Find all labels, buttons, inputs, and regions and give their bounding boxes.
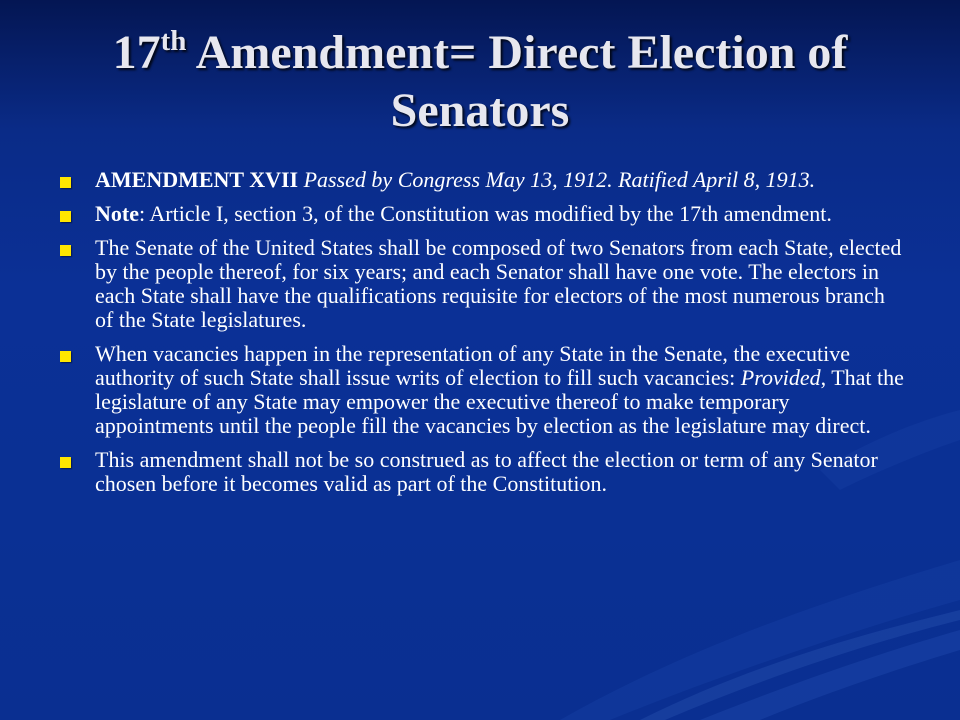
provided-italic: Provided — [740, 365, 821, 390]
square-bullet-icon — [60, 245, 71, 256]
title-text: Amendment= Direct Election of Senators — [186, 26, 848, 137]
list-item — [60, 168, 908, 192]
title-superscript: th — [160, 25, 187, 57]
list-item — [60, 236, 908, 332]
slide-title — [40, 24, 920, 140]
note-text: : Article I, section 3, of the Constitution was modified by the 17th amendment. — [138, 201, 832, 226]
title-number: 17 — [112, 26, 161, 79]
square-bullet-icon — [60, 351, 71, 362]
list-item — [60, 448, 908, 496]
list-item — [60, 202, 908, 226]
clause-two-text-before: When vacancies happen in the representation of any State in the Senate, the executive authority of such State shall issue writs of election to fill such vacancies: — [95, 341, 851, 390]
list-item — [60, 342, 908, 438]
square-bullet-icon — [60, 177, 71, 188]
clause-one-text: The Senate of the United States shall be composed of two Senators from each State, elected by the people thereof, for six years; and each Senator shall have one vote. The electors in each State shall have the qualifications requisite for electors of the most numerous branch of the State legislatures. — [95, 235, 902, 332]
note-label: Note — [95, 201, 139, 226]
clause-three-text: This amendment shall not be so construed as to affect the election or term of any Senator chosen before it becomes valid as part of the Constitution. — [95, 447, 878, 496]
bullet-list — [60, 168, 908, 506]
square-bullet-icon — [60, 211, 71, 222]
clause-two-text-after: , That the legislature of any State may empower the executive thereof to make temporary appointments until the people fill the vacancies by election as the legislature may direct. — [95, 365, 904, 438]
passage-dates: Passed by Congress May 13, 1912. Ratified April 8, 1913. — [298, 167, 816, 192]
amendment-label: AMENDMENT XVII — [95, 167, 299, 192]
square-bullet-icon — [60, 457, 71, 468]
